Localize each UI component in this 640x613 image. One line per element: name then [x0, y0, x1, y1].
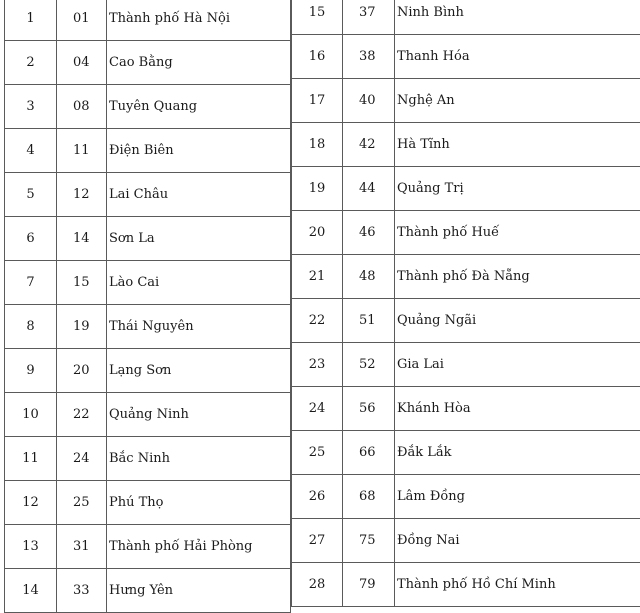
table-row: [292, 255, 640, 299]
row-number-cell: 15: [292, 0, 343, 35]
table-row: [292, 123, 640, 167]
table-row: [5, 41, 291, 85]
row-number-cell: 16: [292, 35, 343, 79]
province-name-cell: Thanh Hóa: [395, 35, 640, 79]
province-name-cell: Quảng Ninh: [107, 393, 291, 437]
table-row: [5, 173, 291, 217]
province-name-cell: Lâm Đồng: [395, 475, 640, 519]
province-code-cell: 33: [57, 569, 107, 613]
province-code-cell: 22: [57, 393, 107, 437]
row-number-cell: 28: [292, 563, 343, 607]
province-code-cell: 79: [343, 563, 395, 607]
province-code-cell: 08: [57, 85, 107, 129]
row-number-cell: 5: [5, 173, 57, 217]
province-code-cell: 48: [343, 255, 395, 299]
row-number-cell: 20: [292, 211, 343, 255]
province-code-cell: 46: [343, 211, 395, 255]
table-row: [5, 437, 291, 481]
table-row: [5, 305, 291, 349]
province-name-cell: Lai Châu: [107, 173, 291, 217]
row-number-cell: 23: [292, 343, 343, 387]
row-number-cell: 10: [5, 393, 57, 437]
table-row: [292, 343, 640, 387]
row-number-cell: 2: [5, 41, 57, 85]
row-number-cell: 22: [292, 299, 343, 343]
row-number-cell: 13: [5, 525, 57, 569]
province-name-cell: Gia Lai: [395, 343, 640, 387]
province-code-cell: 75: [343, 519, 395, 563]
row-number-cell: 25: [292, 431, 343, 475]
province-name-cell: Quảng Ngãi: [395, 299, 640, 343]
right-table-body: [292, 0, 640, 607]
province-name-cell: Thành phố Hải Phòng: [107, 525, 291, 569]
province-name-cell: Thái Nguyên: [107, 305, 291, 349]
province-code-cell: 11: [57, 129, 107, 173]
province-name-cell: Điện Biên: [107, 129, 291, 173]
table-row: [292, 167, 640, 211]
table-row: [292, 563, 640, 607]
province-name-cell: Thành phố Huế: [395, 211, 640, 255]
table-row: [5, 569, 291, 613]
row-number-cell: 4: [5, 129, 57, 173]
province-code-cell: 20: [57, 349, 107, 393]
row-number-cell: 1: [5, 0, 57, 41]
province-name-cell: Phú Thọ: [107, 481, 291, 525]
table-row: [5, 481, 291, 525]
province-name-cell: Cao Bằng: [107, 41, 291, 85]
province-name-cell: Lào Cai: [107, 261, 291, 305]
province-code-cell: 40: [343, 79, 395, 123]
left-table-body: [5, 0, 291, 613]
province-name-cell: Hưng Yên: [107, 569, 291, 613]
row-number-cell: 11: [5, 437, 57, 481]
right-province-table: [291, 0, 640, 607]
province-code-cell: 44: [343, 167, 395, 211]
row-number-cell: 18: [292, 123, 343, 167]
province-code-cell: 31: [57, 525, 107, 569]
left-province-table: [4, 0, 291, 613]
province-code-cell: 66: [343, 431, 395, 475]
province-code-cell: 68: [343, 475, 395, 519]
row-number-cell: 3: [5, 85, 57, 129]
row-number-cell: 14: [5, 569, 57, 613]
province-code-cell: 12: [57, 173, 107, 217]
table-row: [292, 79, 640, 123]
province-name-cell: Ninh Bình: [395, 0, 640, 35]
province-name-cell: Hà Tĩnh: [395, 123, 640, 167]
province-code-cell: 19: [57, 305, 107, 349]
row-number-cell: 8: [5, 305, 57, 349]
row-number-cell: 17: [292, 79, 343, 123]
table-row: [5, 525, 291, 569]
province-code-cell: 51: [343, 299, 395, 343]
row-number-cell: 7: [5, 261, 57, 305]
province-name-cell: Quảng Trị: [395, 167, 640, 211]
table-row: [5, 85, 291, 129]
province-name-cell: Tuyên Quang: [107, 85, 291, 129]
table-row: [292, 299, 640, 343]
province-code-cell: 38: [343, 35, 395, 79]
province-name-cell: Thành phố Hà Nội: [107, 0, 291, 41]
province-name-cell: Đắk Lắk: [395, 431, 640, 475]
province-code-cell: 37: [343, 0, 395, 35]
table-row: [292, 35, 640, 79]
row-number-cell: 9: [5, 349, 57, 393]
province-code-cell: 25: [57, 481, 107, 525]
row-number-cell: 24: [292, 387, 343, 431]
row-number-cell: 12: [5, 481, 57, 525]
table-row: [292, 387, 640, 431]
province-name-cell: Sơn La: [107, 217, 291, 261]
province-name-cell: Thành phố Đà Nẵng: [395, 255, 640, 299]
row-number-cell: 6: [5, 217, 57, 261]
row-number-cell: 19: [292, 167, 343, 211]
province-code-cell: 52: [343, 343, 395, 387]
province-name-cell: Lạng Sơn: [107, 349, 291, 393]
table-row: [5, 261, 291, 305]
table-row: [292, 475, 640, 519]
table-row: [292, 211, 640, 255]
province-name-cell: Khánh Hòa: [395, 387, 640, 431]
province-code-cell: 01: [57, 0, 107, 41]
table-row: [292, 0, 640, 35]
province-code-cell: 42: [343, 123, 395, 167]
province-code-cell: 15: [57, 261, 107, 305]
table-row: [5, 393, 291, 437]
table-row: [5, 349, 291, 393]
table-row: [5, 0, 291, 41]
province-name-cell: Thành phố Hồ Chí Minh: [395, 563, 640, 607]
table-row: [5, 217, 291, 261]
table-row: [292, 519, 640, 563]
province-name-cell: Đồng Nai: [395, 519, 640, 563]
row-number-cell: 26: [292, 475, 343, 519]
province-code-cell: 14: [57, 217, 107, 261]
table-row: [5, 129, 291, 173]
table-row: [292, 431, 640, 475]
row-number-cell: 21: [292, 255, 343, 299]
province-code-cell: 56: [343, 387, 395, 431]
province-code-cell: 04: [57, 41, 107, 85]
row-number-cell: 27: [292, 519, 343, 563]
province-name-cell: Nghệ An: [395, 79, 640, 123]
province-name-cell: Bắc Ninh: [107, 437, 291, 481]
province-code-cell: 24: [57, 437, 107, 481]
